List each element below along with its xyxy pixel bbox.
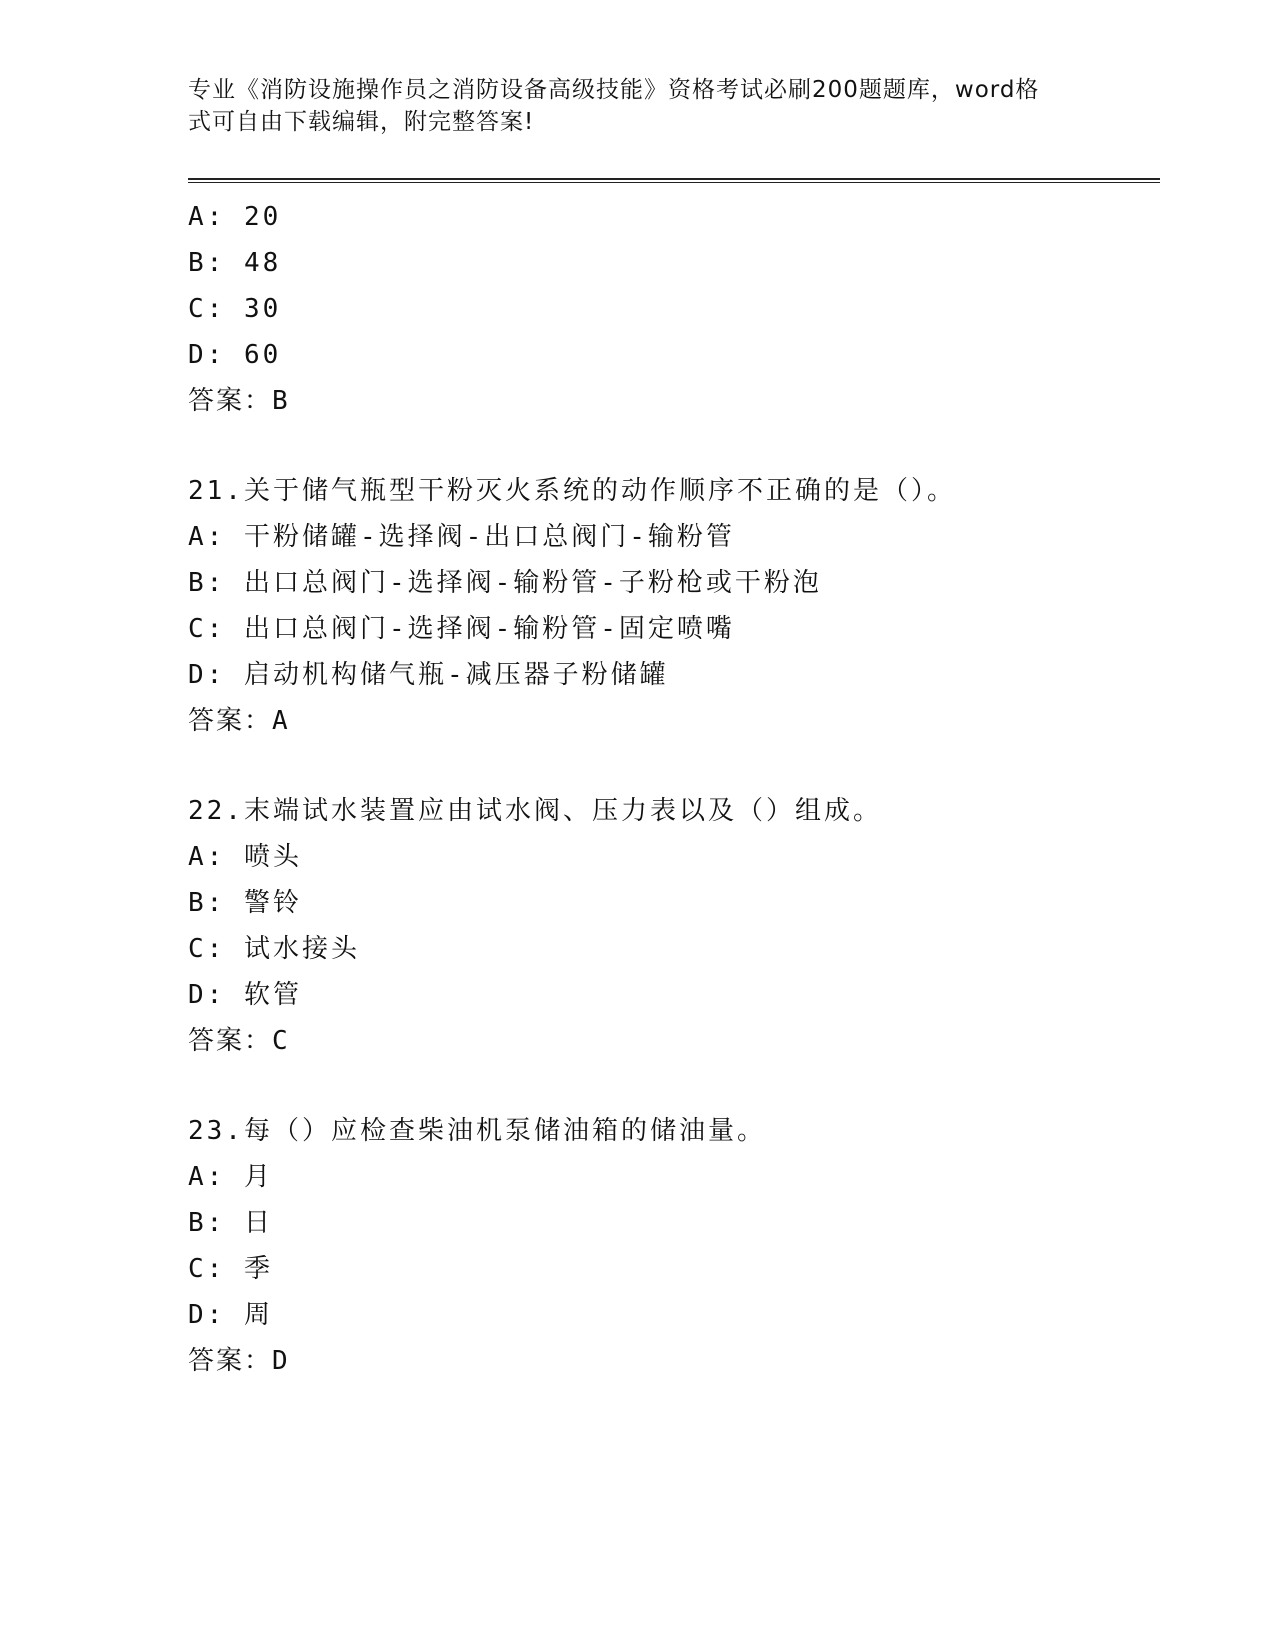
question-stem: 22.末端试水装置应由试水阀、压力表以及（）组成。 <box>188 796 882 826</box>
header-line-1: 专业《消防设施操作员之消防设备高级技能》资格考试必刷200题题库，word格 <box>188 77 1040 103</box>
question-list <box>188 194 1168 1384</box>
question-stem: 21.关于储气瓶型干粉灭火系统的动作顺序不正确的是（）。 <box>188 476 956 506</box>
option-b: B: 出口总阀门-选择阀-输粉管-子粉枪或干粉泡 <box>188 568 822 598</box>
answer-key: C <box>272 1026 290 1056</box>
question-block-20 <box>188 194 1168 424</box>
document-header <box>188 74 1088 138</box>
option-b: B: 48 <box>188 248 282 278</box>
answer-key: B <box>272 386 290 416</box>
answer-line <box>188 698 1168 744</box>
option-a: A: 月 <box>188 1162 273 1192</box>
option-a: A: 干粉储罐-选择阀-出口总阀门-输粉管 <box>188 522 735 552</box>
option-c: C: 试水接头 <box>188 934 360 964</box>
answer-label: 答案： <box>188 1346 273 1376</box>
option-d: D: 周 <box>188 1300 273 1330</box>
option-b: B: 警铃 <box>188 888 302 918</box>
option-b: B: 日 <box>188 1208 273 1238</box>
answer-label: 答案： <box>188 706 273 736</box>
option-c: C: 出口总阀门-选择阀-输粉管-固定喷嘴 <box>188 614 735 644</box>
option-a: A: 20 <box>188 202 282 232</box>
answer-line <box>188 378 1168 424</box>
answer-label: 答案： <box>188 1026 273 1056</box>
option-c: C: 季 <box>188 1254 273 1284</box>
question-block-22 <box>188 788 1168 1064</box>
question-stem: 23.每（）应检查柴油机泵储油箱的储油量。 <box>188 1116 766 1146</box>
option-c: C: 30 <box>188 294 282 324</box>
header-divider-thin <box>188 182 1160 183</box>
option-a: A: 喷头 <box>188 842 302 872</box>
answer-line <box>188 1018 1168 1064</box>
answer-label: 答案： <box>188 386 273 416</box>
question-block-21 <box>188 468 1168 744</box>
option-d: D: 软管 <box>188 980 302 1010</box>
option-d: D: 60 <box>188 340 282 370</box>
answer-line <box>188 1338 1168 1384</box>
option-d: D: 启动机构储气瓶-减压器子粉储罐 <box>188 660 669 690</box>
answer-key: A <box>272 706 290 736</box>
question-block-23 <box>188 1108 1168 1384</box>
header-line-2: 式可自由下载编辑，附完整答案! <box>188 109 535 135</box>
answer-key: D <box>272 1346 290 1376</box>
header-divider-thick <box>188 178 1160 180</box>
